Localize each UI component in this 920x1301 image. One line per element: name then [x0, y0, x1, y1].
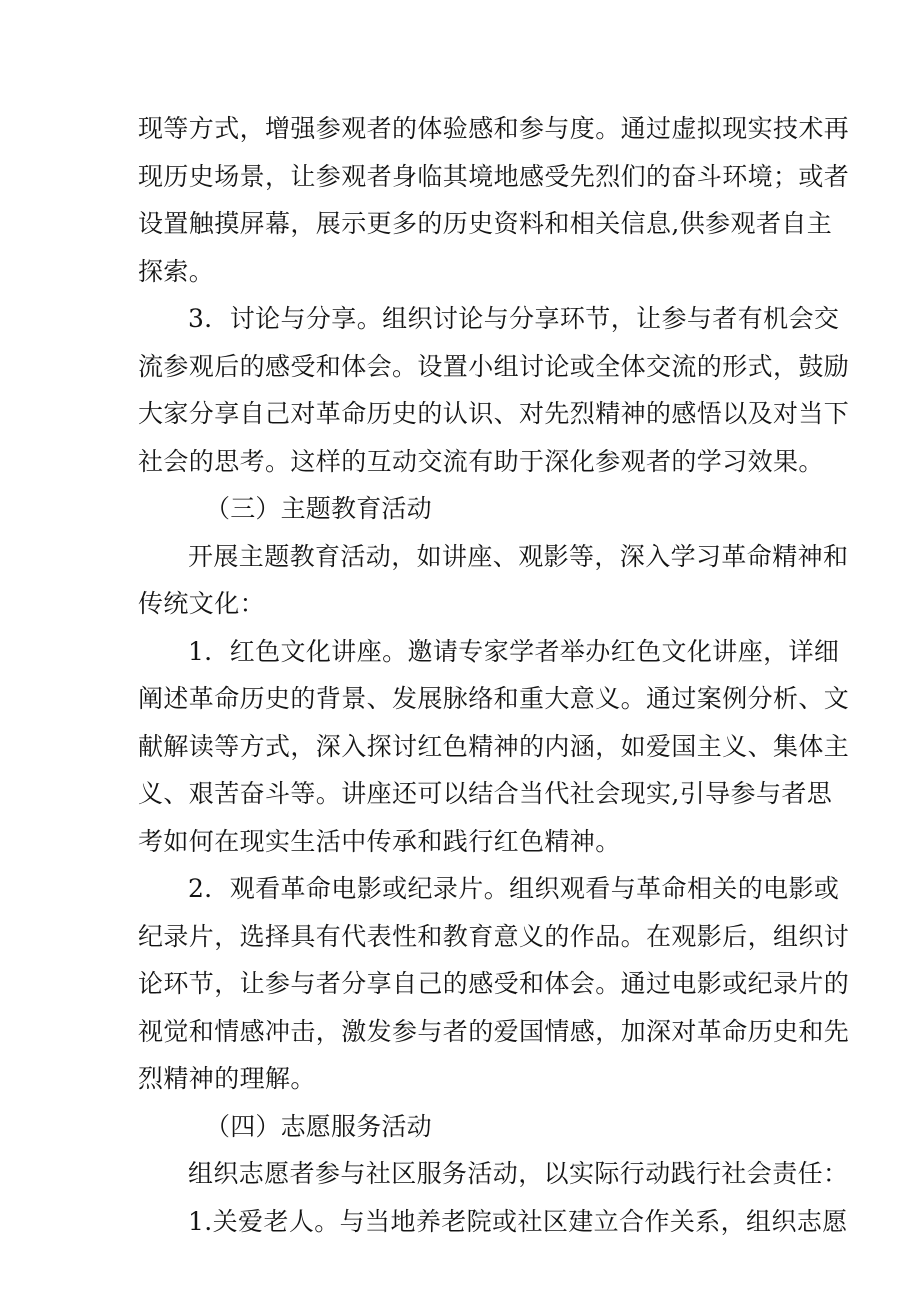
section-heading: （四）志愿服务活动	[205, 1112, 432, 1141]
paragraph-line: 开展主题教育活动，如讲座、观影等，深入学习革命精神和	[188, 542, 849, 571]
list-item-2-line: 2．观看革命电影或纪录片。组织观看与革命相关的电影或	[188, 874, 840, 903]
paragraph-line: 献解读等方式，深入探讨红色精神的内涵，如爱国主义、集体主	[138, 732, 850, 761]
paragraph-line: 大家分享自己对革命历史的认识、对先烈精神的感悟以及对当下	[138, 399, 850, 428]
list-item-1-line: 1.关爱老人。与当地养老院或社区建立合作关系，组织志愿	[188, 1207, 848, 1236]
paragraph-line: 论环节，让参与者分享自己的感受和体会。通过电影或纪录片的	[138, 969, 850, 998]
paragraph-line: 纪录片，选择具有代表性和教育意义的作品。在观影后，组织讨	[138, 922, 850, 951]
paragraph-line: 视觉和情感冲击，激发参与者的爱国情感，加深对革命历史和先	[138, 1017, 850, 1046]
paragraph-line: 义、艰苦奋斗等。讲座还可以结合当代社会现实,引导参与者思	[138, 779, 833, 808]
paragraph-line: 社会的思考。这样的互动交流有助于深化参观者的学习效果。	[138, 447, 824, 476]
paragraph-line: 阐述革命历史的背景、发展脉络和重大意义。通过案例分析、文	[138, 684, 850, 713]
paragraph-line: 考如何在现实生活中传承和践行红色精神。	[138, 827, 621, 856]
paragraph-line: 现等方式，增强参观者的体验感和参与度。通过虚拟现实技术再	[138, 114, 850, 143]
list-item-3-line: 3．讨论与分享。组织讨论与分享环节，让参与者有机会交	[188, 304, 840, 333]
paragraph-line: 设置触摸屏幕，展示更多的历史资料和相关信息,供参观者自主	[138, 209, 833, 238]
paragraph-line: 组织志愿者参与社区服务活动，以实际行动践行社会责任：	[188, 1159, 849, 1188]
paragraph-line: 流参观后的感受和体会。设置小组讨论或全体交流的形式，鼓励	[138, 352, 850, 381]
paragraph-line: 探索。	[138, 257, 215, 286]
section-heading: （三）主题教育活动	[205, 494, 432, 523]
paragraph-line: 传统文化：	[138, 589, 266, 618]
list-item-1-line: 1．红色文化讲座。邀请专家学者举办红色文化讲座，详细	[188, 637, 840, 666]
paragraph-line: 现历史场景，让参观者身临其境地感受先烈们的奋斗环境；或者	[138, 162, 850, 191]
paragraph-line: 烈精神的理解。	[138, 1064, 316, 1093]
